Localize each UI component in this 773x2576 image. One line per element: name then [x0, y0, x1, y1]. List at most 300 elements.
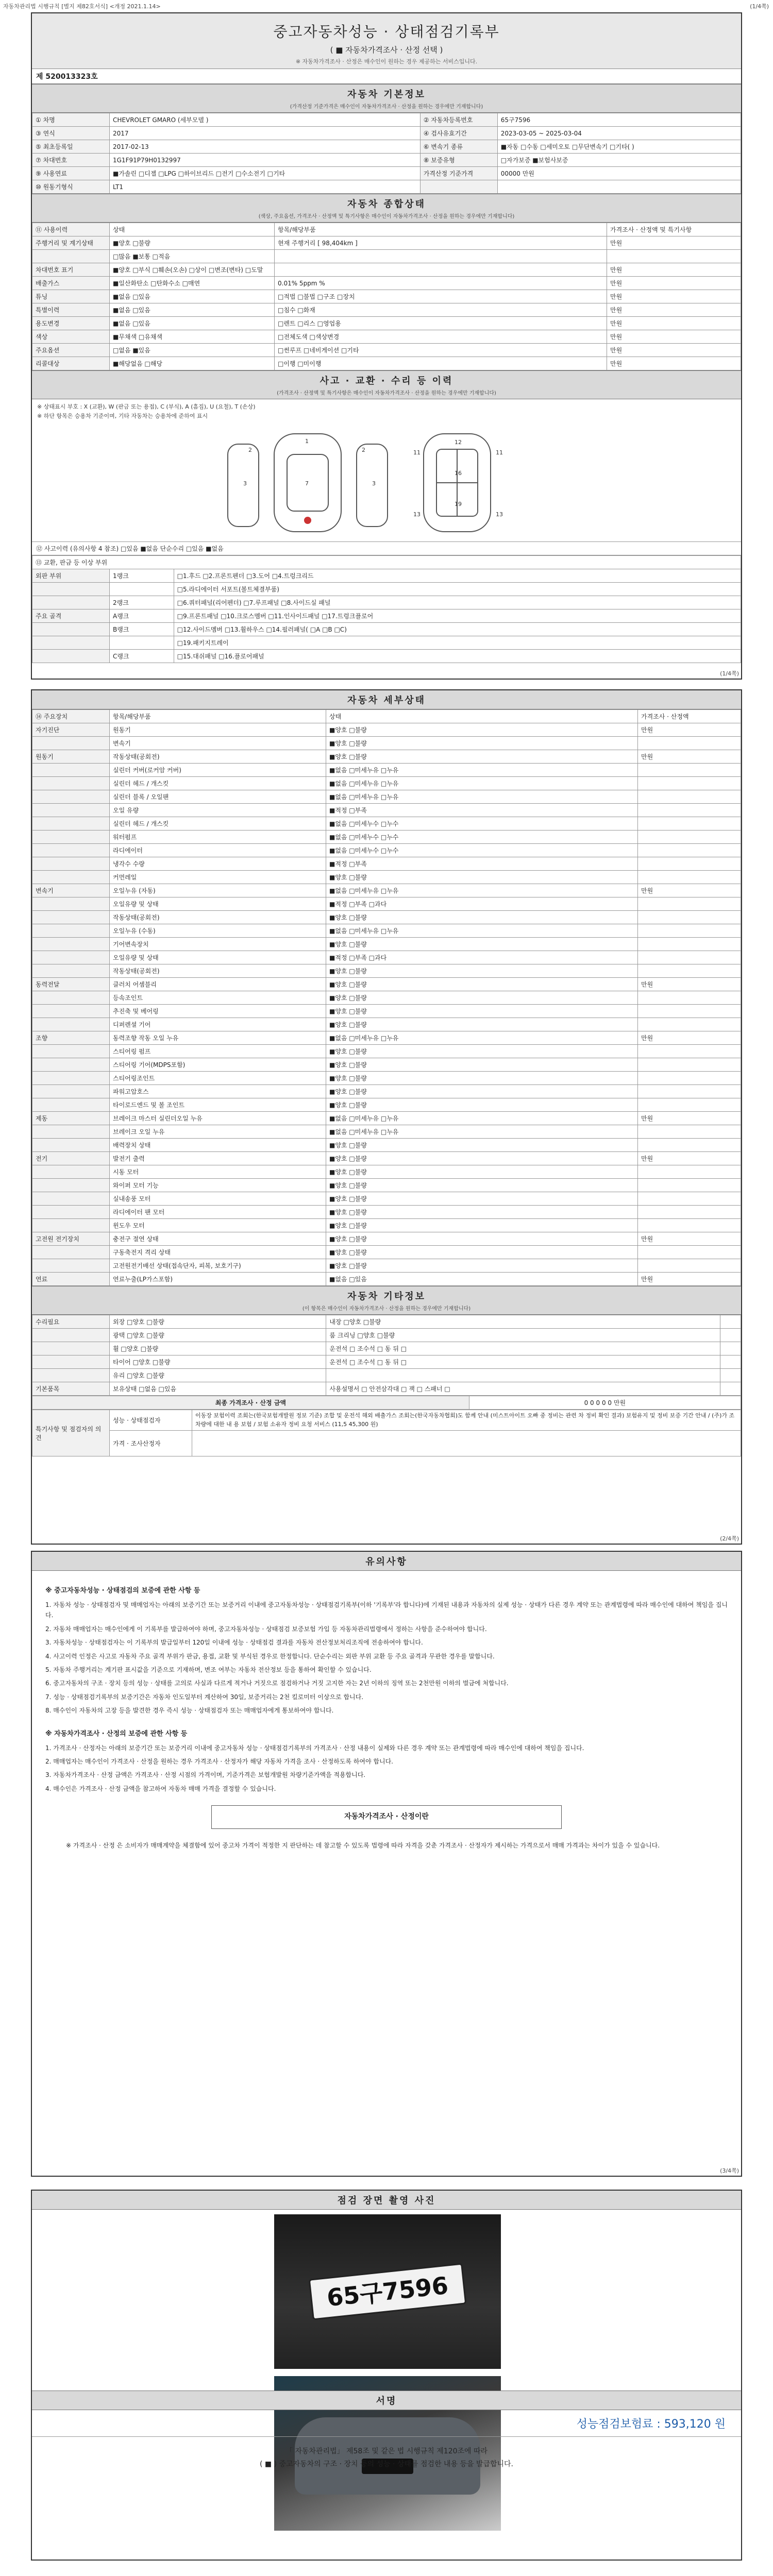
- detail-row: [32, 897, 741, 911]
- detail-cell: [32, 764, 110, 777]
- detail-cell: 추진축 및 베어링: [110, 1005, 326, 1018]
- accident-title: 사고 · 교환 · 수리 등 이력: [320, 376, 453, 386]
- detail-cell: ■양호 □불량: [326, 991, 638, 1005]
- detail-row: [32, 1072, 741, 1085]
- inspection-fee: 성능점검보험료 : 593,120 원: [32, 2410, 741, 2437]
- detail-cell: [32, 831, 110, 844]
- notice-title: 유의사항: [365, 1556, 408, 1567]
- detail-cell: [32, 964, 110, 978]
- detail-cell: [32, 1085, 110, 1098]
- parts-row: [32, 636, 741, 650]
- detail-cell: 윈도우 모터: [110, 1219, 326, 1232]
- detail-cell: 실내송풍 모터: [110, 1192, 326, 1206]
- detail-cell: ■적정 □부족 □과다: [326, 897, 638, 911]
- detail-cell: [638, 964, 741, 978]
- status-row: [32, 263, 741, 277]
- detail-cell: [32, 1259, 110, 1273]
- status-cell: ■해당없음 □해당: [110, 357, 275, 370]
- detail-row: [32, 1045, 741, 1058]
- detail-cell: [32, 804, 110, 817]
- detail-head-item: 항목/해당부품: [110, 710, 326, 723]
- statement-line-2: ( ■ ) 중고자동차의 구조 · 장치 등의 성능 · 상태를 점검한 내용 등을 발급합니다.: [260, 2460, 513, 2469]
- detail-cell: [32, 924, 110, 938]
- detail-cell: ■적정 □부족: [326, 804, 638, 817]
- detail-row: [32, 723, 741, 737]
- etc-cell: 보유상태 □없음 □있음: [110, 1382, 326, 1396]
- detail-cell: [638, 1165, 741, 1179]
- accident-legend: [32, 399, 741, 423]
- etc-cell: 외장 □양호 □불량: [110, 1315, 326, 1329]
- detail-row: [32, 1179, 741, 1192]
- page-3: [31, 1551, 742, 2177]
- parts-table: [32, 555, 741, 663]
- final-price-value: 0 0 0 0 0 만원: [469, 1396, 741, 1410]
- basic-info-cell: ⑥ 변속기 종류: [420, 140, 497, 154]
- basic-info-table: [32, 113, 741, 194]
- notice-paragraph: 6. 중고자동차의 구조 · 장치 등의 성능 · 상태를 고의로 사실과 다르게 적거나 거짓으로 점검하거나 거짓 고지한 자는 2년 이하의 징역 또는 2천만원 이하의 벌금에 처합니다.: [45, 1680, 509, 1687]
- detail-cell: 동력전달: [32, 978, 110, 991]
- detail-cell: ■양호 □불량: [326, 978, 638, 991]
- detail-cell: ■양호 □불량: [326, 1045, 638, 1058]
- detail-cell: [638, 911, 741, 924]
- etc-cell: [326, 1369, 720, 1382]
- detail-cell: [32, 777, 110, 790]
- detail-cell: 만원: [638, 978, 741, 991]
- detail-row: [32, 1273, 741, 1286]
- detail-cell: 만원: [638, 1273, 741, 1286]
- etc-cell: 휠 □양호 □불량: [110, 1342, 326, 1355]
- detail-cell: [638, 871, 741, 884]
- basic-info-cell: ⑦ 차대번호: [32, 154, 110, 167]
- basic-info-note: (가격산정 기준가격은 매수인이 자동차가격조사 · 산정을 원하는 경우에만 기재합니다): [290, 104, 483, 110]
- status-cell: 주행거리 및 계기상태: [32, 236, 110, 250]
- document-subtitle: ( ■ 자동차가격조사 · 산정 선택 ): [330, 45, 443, 55]
- detail-cell: 만원: [638, 1152, 741, 1165]
- detail-cell: ■양호 □불량: [326, 1206, 638, 1219]
- etc-cell: [720, 1382, 741, 1396]
- detail-head-price: 가격조사 · 산정액: [638, 710, 741, 723]
- parts-row: [32, 650, 741, 663]
- etc-cell: 내장 □양호 □불량: [326, 1315, 720, 1329]
- detail-row: [32, 1259, 741, 1273]
- detail-cell: [32, 1206, 110, 1219]
- status-cell: ■없음 □있음: [110, 290, 275, 303]
- status-cell: 특별이력: [32, 303, 110, 317]
- detail-cell: [32, 991, 110, 1005]
- detail-cell: [638, 737, 741, 750]
- status-cell: [32, 250, 110, 263]
- detail-cell: ■양호 □불량: [326, 1058, 638, 1072]
- detail-cell: ■적정 □부족: [326, 857, 638, 871]
- etc-cell: 기본품목: [32, 1382, 110, 1396]
- basic-info-cell: ③ 연식: [32, 127, 110, 140]
- detail-cell: 실린더 블록 / 오일팬: [110, 790, 326, 804]
- status-cell: 만원: [607, 330, 741, 344]
- status-cell: [275, 263, 607, 277]
- detail-cell: ■양호 □불량: [326, 1085, 638, 1098]
- parts-cell: □15.대쉬패널 □16.플로어패널: [174, 650, 741, 663]
- detail-row: [32, 1098, 741, 1112]
- detail-cell: 스티어링 기어(MDPS포함): [110, 1058, 326, 1072]
- status-cell: □많음 ■보통 □적음: [110, 250, 275, 263]
- notice-body: [32, 1571, 741, 1867]
- detail-cell: 만원: [638, 1232, 741, 1246]
- page-number-1: (1/4쪽): [720, 670, 739, 677]
- status-cell: 현재 주행거리 [ 98,404km ]: [275, 236, 607, 250]
- price-notice-paragraph: 4. 매수인은 가격조사 · 산정 금액을 참고하여 자동차 매매 가격을 결정할 수 있습니다.: [45, 1785, 276, 1792]
- status-cell: □렌트 □리스 □영업용: [275, 317, 607, 330]
- signature-title: 서명: [376, 2396, 397, 2406]
- detail-cell: [638, 1018, 741, 1031]
- basic-info-cell: LT1: [110, 180, 421, 194]
- accident-note: (가격조사 · 산정액 및 특기사항은 매수인이 자동차가격조사 · 산정을 원하는 경우에만 기재합니다): [277, 391, 496, 396]
- detail-row: [32, 1246, 741, 1259]
- detail-table: [32, 709, 741, 1286]
- detail-cell: 변속기: [110, 737, 326, 750]
- detail-cell: 연료: [32, 1273, 110, 1286]
- status-row: [32, 236, 741, 250]
- etc-cell: 유리 □양호 □불량: [110, 1369, 326, 1382]
- detail-cell: [32, 871, 110, 884]
- detail-cell: 고전원 전기장치: [32, 1232, 110, 1246]
- etc-cell: 수리필요: [32, 1315, 110, 1329]
- opinion-price-label: 가격 · 조사산정자: [110, 1431, 192, 1456]
- status-cell: 용도변경: [32, 317, 110, 330]
- svg-text:19: 19: [455, 501, 462, 508]
- detail-cell: [638, 777, 741, 790]
- detail-cell: [32, 1165, 110, 1179]
- notice-paragraph: 7. 성능 · 상태점검기록부의 보증기간은 자동차 인도일부터 계산하여 30일, 보증거리는 2천 킬로미터 이상으로 합니다.: [45, 1693, 364, 1701]
- detail-cell: 시동 모터: [110, 1165, 326, 1179]
- status-row: [32, 303, 741, 317]
- svg-text:3: 3: [372, 480, 376, 487]
- basic-info-cell: □자가보증 ■보험사보증: [497, 154, 741, 167]
- parts-cell: [32, 623, 110, 636]
- detail-cell: 브레이크 오일 누유: [110, 1125, 326, 1139]
- notice-paragraph: 5. 자동차 주행거리는 계기판 표시값을 기준으로 기재하며, 변조 여부는 자동차 전산정보 등을 통하여 확인할 수 있습니다.: [45, 1666, 372, 1674]
- opinion-label: 특기사항 및 점검자의 의견: [32, 1410, 110, 1456]
- detail-cell: [32, 1192, 110, 1206]
- vehicle-damage-diagram: [32, 423, 741, 542]
- document-subnote: ※ 자동차가격조사 · 산정은 매수인이 원하는 경우 제공하는 서비스입니다.: [295, 58, 478, 65]
- detail-cell: [32, 1139, 110, 1152]
- parts-cell: [32, 583, 110, 596]
- photos-title: 점검 장면 촬영 사진: [337, 2195, 436, 2206]
- detail-cell: 만원: [638, 1112, 741, 1125]
- detail-title: 자동차 세부상태: [347, 695, 426, 706]
- notice-paragraph: 3. 자동차성능 · 상태점검자는 이 기록부의 발급일부터 120일 이내에 성능 · 상태점검 결과를 자동차 전산정보처리조직에 전송하여야 합니다.: [45, 1639, 423, 1647]
- detail-cell: [32, 844, 110, 857]
- overall-status-section-header: [32, 194, 741, 223]
- detail-cell: ■없음 □미세누유 □누유: [326, 924, 638, 938]
- detail-cell: ■양호 □불량: [326, 723, 638, 737]
- status-cell: 튜닝: [32, 290, 110, 303]
- svg-text:13: 13: [413, 511, 421, 518]
- detail-cell: 실린더 커버(로커암 커버): [110, 764, 326, 777]
- etc-cell: 타이어 □양호 □불량: [110, 1355, 326, 1369]
- detail-cell: 오일누유 (자동): [110, 884, 326, 897]
- detail-cell: [638, 1246, 741, 1259]
- final-price-label: 최종 가격조사 · 산정 금액: [32, 1396, 469, 1410]
- detail-row: [32, 1031, 741, 1045]
- detail-cell: ■양호 □불량: [326, 1179, 638, 1192]
- detail-cell: ■양호 □불량: [326, 911, 638, 924]
- detail-cell: ■없음 □미세누수 □누수: [326, 844, 638, 857]
- basic-info-row: [32, 113, 741, 127]
- form-header-bar: [0, 0, 773, 11]
- status-row: [32, 317, 741, 330]
- opinion-price-empty: [192, 1431, 741, 1456]
- detail-cell: [638, 857, 741, 871]
- basic-info-cell: 2023-03-05 ~ 2025-03-04: [497, 127, 741, 140]
- detail-cell: 냉각수 수량: [110, 857, 326, 871]
- detail-cell: [638, 1005, 741, 1018]
- detail-cell: 실린더 헤드 / 개스킷: [110, 777, 326, 790]
- notice-paragraph: 8. 매수인이 자동차의 고장 등을 발견한 경우 즉시 성능 · 상태점검자 또는 매매업자에게 통보하여야 합니다.: [45, 1707, 334, 1715]
- parts-cell: □5.라디에이터 서포트(볼트체결부품): [174, 583, 741, 596]
- etc-cell: 광택 □양호 □불량: [110, 1329, 326, 1342]
- detail-cell: ■적정 □부족 □과다: [326, 951, 638, 964]
- detail-cell: [638, 764, 741, 777]
- detail-cell: ■없음 □미세누유 □누유: [326, 884, 638, 897]
- detail-cell: [32, 897, 110, 911]
- parts-row: [32, 583, 741, 596]
- etc-cell: [720, 1342, 741, 1355]
- detail-cell: 커먼레일: [110, 871, 326, 884]
- detail-cell: ■양호 □불량: [326, 1152, 638, 1165]
- detail-row: [32, 951, 741, 964]
- notice-subtitle-2: ※ 자동차가격조사 · 산정의 보증에 관한 사항 등: [45, 1730, 188, 1738]
- detail-cell: [32, 1219, 110, 1232]
- detail-head-device: ⑭ 주요장치: [32, 710, 110, 723]
- status-cell: [607, 250, 741, 263]
- status-cell: 주요옵션: [32, 344, 110, 357]
- basic-info-cell: 가격산정 기준가격: [420, 167, 497, 180]
- basic-info-cell: ⑧ 보증유형: [420, 154, 497, 167]
- etc-cell: [720, 1355, 741, 1369]
- detail-cell: [32, 1072, 110, 1085]
- detail-cell: 등속조인트: [110, 991, 326, 1005]
- detail-row: [32, 1139, 741, 1152]
- basic-info-cell: [497, 180, 741, 194]
- detail-row: [32, 1165, 741, 1179]
- detail-row: [32, 1219, 741, 1232]
- detail-row: [32, 938, 741, 951]
- detail-cell: ■양호 □불량: [326, 1232, 638, 1246]
- parts-cell: [110, 636, 174, 650]
- detail-row: [32, 1192, 741, 1206]
- etc-cell: [32, 1329, 110, 1342]
- detail-cell: [638, 1179, 741, 1192]
- status-cell: 만원: [607, 344, 741, 357]
- opinion-inspector-label: 성능 · 상태점검자: [110, 1410, 192, 1431]
- status-cell: ■무채색 □유채색: [110, 330, 275, 344]
- detail-cell: [638, 991, 741, 1005]
- basic-info-cell: ② 자동차등록번호: [420, 113, 497, 127]
- detail-cell: ■없음 □미세누수 □누수: [326, 817, 638, 831]
- detail-row: [32, 777, 741, 790]
- page-1: [31, 12, 742, 680]
- status-cell: 만원: [607, 263, 741, 277]
- detail-cell: [638, 831, 741, 844]
- basic-info-row: [32, 154, 741, 167]
- detail-cell: ■없음 □있음: [326, 1273, 638, 1286]
- status-cell: 리콜대상: [32, 357, 110, 370]
- parts-row: [32, 623, 741, 636]
- detail-cell: 오일 유량: [110, 804, 326, 817]
- status-cell: □없음 ■있음: [110, 344, 275, 357]
- etc-cell: [32, 1342, 110, 1355]
- etc-cell: 운전석 □ 조수석 □ 동 뒤 □: [326, 1342, 720, 1355]
- etc-cell: [720, 1369, 741, 1382]
- opinion-text: 이동장 보험이력 조회는(한국보험개발원 정보 기준) 조합 및 운전석 해외 배출가스 조회는(한국자동차협회)도 함께 안내 (미스트아이트 오빠 중 정비는 관련 차 정비 확인 결과) 보험유지 및 정비 보증 기간 안내 / (주)가 조 차량에 대한 내 용 보험 / 보험 소유자 정비 요청 서비스 (11,5 45,300 원): [192, 1410, 741, 1431]
- detail-cell: 오일누유 (수동): [110, 924, 326, 938]
- status-cell: ■없음 □있음: [110, 303, 275, 317]
- parts-cell: B랭크: [110, 623, 174, 636]
- damage-marker: [304, 517, 311, 524]
- status-cell: 0.01% 5ppm %: [275, 277, 607, 290]
- svg-text:2: 2: [362, 447, 365, 454]
- detail-cell: 조향: [32, 1031, 110, 1045]
- detail-cell: 전기: [32, 1152, 110, 1165]
- photos-section-header: [32, 2191, 741, 2210]
- status-row: [32, 330, 741, 344]
- detail-cell: [32, 857, 110, 871]
- accident-history-row: ⑫ 사고이력 (유의사항 4 참조) □있음 ■없음 단순수리 □있음 ■없음: [32, 542, 741, 555]
- svg-text:1: 1: [305, 438, 309, 445]
- detail-cell: 작동상태(공회전): [110, 911, 326, 924]
- detail-row: [32, 911, 741, 924]
- detail-cell: ■없음 □미세누유 □누유: [326, 790, 638, 804]
- detail-cell: 원동기: [32, 750, 110, 764]
- status-cell: □적법 □불법 □구조 □장치: [275, 290, 607, 303]
- detail-row: [32, 1058, 741, 1072]
- status-head-state: 상태: [110, 223, 275, 236]
- parts-row: [32, 596, 741, 609]
- overall-status-title: 자동차 종합상태: [347, 199, 426, 210]
- etc-cell: 룸 크리닝 □양호 □불량: [326, 1329, 720, 1342]
- basic-info-cell: ■자동 □수동 □세미오토 □무단변속기 □기타( ): [497, 140, 741, 154]
- status-row: [32, 250, 741, 263]
- detail-cell: 타이로드엔드 및 볼 조인트: [110, 1098, 326, 1112]
- form-reference: 자동차관리법 시행규칙 [별지 제82호서식] <개정 2021.1.14>: [3, 3, 161, 10]
- basic-info-title: 자동차 기본정보: [347, 89, 426, 100]
- detail-row: [32, 750, 741, 764]
- basic-info-row: [32, 127, 741, 140]
- status-row: [32, 357, 741, 370]
- status-cell: □전체도색 □색상변경: [275, 330, 607, 344]
- detail-cell: [638, 1192, 741, 1206]
- svg-text:12: 12: [455, 439, 462, 446]
- detail-cell: [32, 1058, 110, 1072]
- document-title: 중고자동차성능 · 상태점검기록부: [273, 23, 500, 40]
- basic-info-cell: 2017: [110, 127, 421, 140]
- detail-cell: ■양호 □불량: [326, 964, 638, 978]
- detail-cell: 작동상태(공회전): [110, 964, 326, 978]
- overall-status-table: [32, 223, 741, 370]
- svg-text:11: 11: [413, 449, 421, 456]
- detail-cell: [638, 1098, 741, 1112]
- parts-cell: A랭크: [110, 609, 174, 623]
- detail-row: [32, 1085, 741, 1098]
- etc-cell: [720, 1329, 741, 1342]
- detail-cell: 구동축전지 격리 상태: [110, 1246, 326, 1259]
- detail-cell: 와이퍼 모터 기능: [110, 1179, 326, 1192]
- etc-title: 자동차 기타정보: [347, 1291, 426, 1302]
- detail-row: [32, 857, 741, 871]
- detail-cell: ■양호 □불량: [326, 1246, 638, 1259]
- detail-cell: 만원: [638, 723, 741, 737]
- detail-cell: ■양호 □불량: [326, 871, 638, 884]
- detail-cell: ■없음 □미세누유 □누유: [326, 764, 638, 777]
- detail-cell: [638, 951, 741, 964]
- detail-row: [32, 978, 741, 991]
- certificate-number: 제 520013323호: [32, 69, 741, 84]
- etc-row: [32, 1355, 741, 1369]
- basic-info-cell: ■가솔린 □디젤 □LPG □하이브리드 □전기 □수소전기 □기타: [110, 167, 421, 180]
- detail-cell: [32, 1098, 110, 1112]
- detail-cell: [638, 844, 741, 857]
- notice-paragraph: 2. 자동차 매매업자는 매수인에게 이 기록부를 발급하여야 하며, 중고자동차성능 · 상태점검 보증보험 가입 등 자동차관리법령에서 정하는 사항을 준수하여야 합니다.: [45, 1625, 487, 1633]
- page-number-2: (2/4쪽): [720, 1535, 739, 1542]
- detail-row: [32, 1005, 741, 1018]
- parts-cell: □12.사이드멤버 □13.휠하우스 □14.필러패널( □A □B □C): [174, 623, 741, 636]
- detail-row: [32, 844, 741, 857]
- detail-cell: [638, 1058, 741, 1072]
- detail-cell: ■양호 □불량: [326, 1098, 638, 1112]
- detail-row: [32, 804, 741, 817]
- page-count: (1/4쪽): [750, 3, 769, 10]
- detail-cell: 만원: [638, 884, 741, 897]
- detail-cell: [32, 911, 110, 924]
- notice-paragraph: 4. 사고이력 인정은 사고로 자동차 주요 골격 부위가 판금, 용접, 교환 및 부식된 경우로 한정합니다. 단순수리는 외판 부위 교환 등 주요 골격과 무관한 경우를 말합니다.: [45, 1652, 495, 1660]
- detail-cell: [638, 1085, 741, 1098]
- status-cell: ■없음 □있음: [110, 317, 275, 330]
- etc-row: [32, 1382, 741, 1396]
- parts-cell: [32, 596, 110, 609]
- svg-text:2: 2: [248, 447, 252, 454]
- price-notice-paragraph: 3. 자동차가격조사 · 산정 금액은 가격조사 · 산정 시점의 가격이며, 기준가격은 보험개발원 차량기준가액을 적용합니다.: [45, 1771, 366, 1779]
- status-cell: 배출가스: [32, 277, 110, 290]
- parts-cell: □19.패키지트레이: [174, 636, 741, 650]
- detail-cell: ■없음 □미세누유 □누유: [326, 1125, 638, 1139]
- detail-cell: [638, 897, 741, 911]
- detail-row: [32, 1232, 741, 1246]
- detail-cell: ■없음 □미세누유 □누유: [326, 1031, 638, 1045]
- detail-row: [32, 1125, 741, 1139]
- parts-cell: □1.후드 □2.프론트펜더 □3.도어 □4.트렁크리드: [174, 569, 741, 583]
- detail-row: [32, 924, 741, 938]
- etc-cell: [720, 1315, 741, 1329]
- detail-cell: 고전원전기배선 상태(접속단자, 피복, 보호기구): [110, 1259, 326, 1273]
- detail-section-header: [32, 690, 741, 709]
- detail-cell: 라디에이터 팬 모터: [110, 1206, 326, 1219]
- status-cell: 색상: [32, 330, 110, 344]
- detail-cell: [638, 1259, 741, 1273]
- license-plate: 65구7596: [309, 2263, 467, 2320]
- detail-cell: [638, 790, 741, 804]
- detail-cell: [638, 1206, 741, 1219]
- signature-statement: [32, 2437, 741, 2479]
- parts-cell: [110, 583, 174, 596]
- parts-cell: C랭크: [110, 650, 174, 663]
- etc-cell: [32, 1355, 110, 1369]
- etc-note: (이 항목은 매수인이 자동차가격조사 · 산정을 원하는 경우에만 기재합니다): [302, 1306, 471, 1312]
- status-row: [32, 290, 741, 303]
- status-row: [32, 344, 741, 357]
- svg-text:7: 7: [305, 480, 309, 487]
- detail-cell: 충전구 절연 상태: [110, 1232, 326, 1246]
